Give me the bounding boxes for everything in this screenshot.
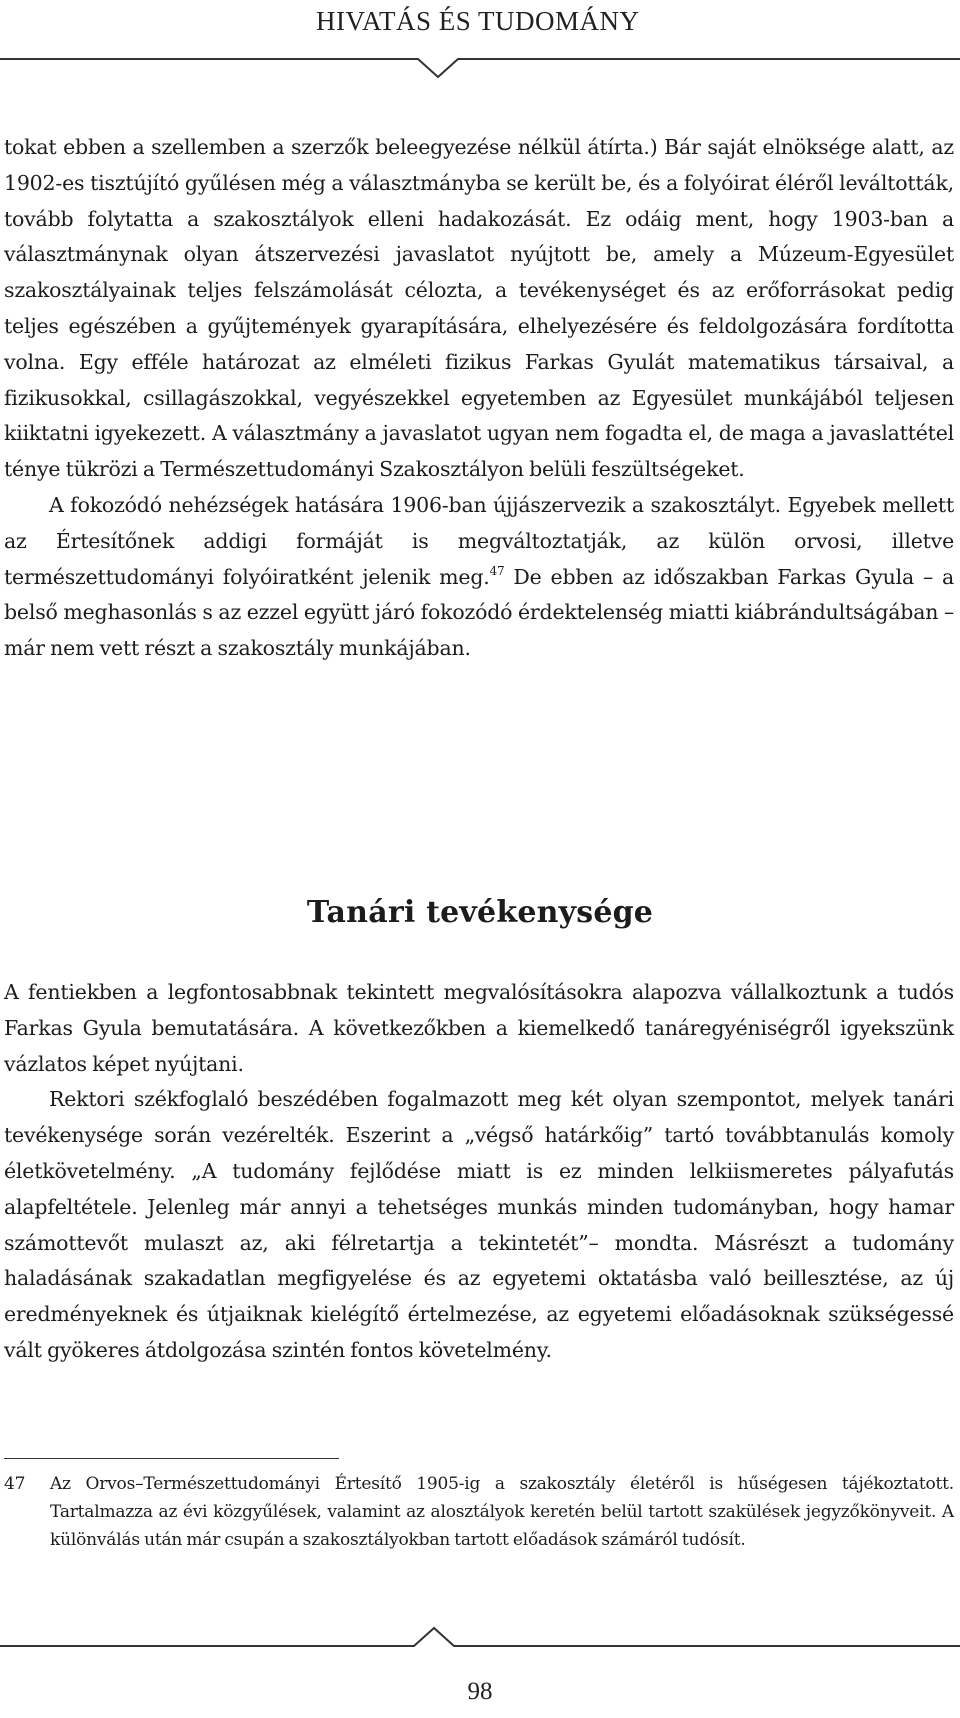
paragraph-text: A fokozódó nehézségek hatására 1906-ban újjászervezik a szakosztályt. Egyebek mellett az Értesítőnek addigi formáját is megváltoztatják, az külön orvosi, illetve természettudományi folyóiratként jelenik meg. <box>4 492 954 589</box>
footer-rule <box>0 1625 960 1649</box>
paragraph: A fentiekben a legfontosabbnak tekintett megvalósításokra alapozva vállalkoztunk a tudós Farkas Gyula bemutatására. A következőkben a kiemelkedő tanáregyéniségről igyekszünk vázlatos képet nyújtani. <box>4 980 954 1076</box>
header-rule <box>0 58 960 82</box>
paragraph: tokat ebben a szellemben a szerzők beleegyezése nélkül átírta.) Bár saját elnöksége alatt, az 1902-es tisztújító gyűlésen még a választmányba se került be, és a folyóirat éléről leváltották, tovább folytatta a szakosztályok elleni hadakozását. Ez odáig ment, hogy 1903-ban a választmánynak olyan átszervezési javaslatot nyújtott be, amely a Múzeum-Egyesület szakosztályainak teljes felszámolását célozta, a tevékenységet és az erőforrásokat pedig teljes egészében a gyűjtemények gyarapítására, elhelyezésére és feldolgozására fordította volna. Egy efféle határozat az elméleti fizikus Farkas Gyulát matematikus társaival, a fizikusokkal, csillagászokkal, vegyészekkel egyetemben az Egyesület munkájából teljesen kiiktatni igyekezett. A választmány a javaslatot ugyan nem fogadta el, de maga a javaslattétel ténye tükrözi a Természettudományi Szakosztályon belüli feszültségeket. <box>4 135 954 482</box>
paragraph <box>4 488 954 667</box>
footnote-text: Az Orvos–Természettudományi Értesítő 1905-ig a szakosztály életéről is hűségesen tájékoztatott. Tartalmazza az évi közgyűlések, valamint az alosztályok keretén belül tartott szakülések jegyzőkönyveit. A különválás után már csupán a szakosztályokban tartott előadások számáról tudósít. <box>50 1474 954 1550</box>
footnote <box>4 1470 954 1554</box>
running-header-title: HIVATÁS ÉS TUDOMÁNY <box>316 6 640 36</box>
paragraph: Rektori székfoglaló beszédében fogalmazott meg két olyan szempontot, melyek tanári tevékenysége során vezérelték. Eszerint a „végső határkőig” tartó továbbtanulás komoly életkövetelmény. „A tudomány fejlődése miatt is ez minden lelkiismeretes pályafutás alapfeltétele. Jelenleg már annyi a tehetséges munkás minden tudományban, hogy hamar számottevőt mulaszt az, aki félretartja a tekintetét”– mondta. Másrészt a tudomány haladásának szakadatlan megfigyelése és az egyetemi oktatásba való beillesztése, az új eredményeknek és útjaiknak kielégítő értelmezése, az egyetemi előadásoknak szükségessé vált gyökeres átdolgozása szintén fontos követelmény. <box>4 1087 954 1362</box>
footnote-separator <box>4 1458 339 1459</box>
paragraph-text: De ebben az időszakban Farkas Gyula – a belső meghasonlás s az ezzel együtt járó fokozódó érdektelenség miatti kiábrándultságában – már nem vett részt a szakosztály munkájában. <box>4 564 954 661</box>
body-text-section <box>4 975 954 1369</box>
section-heading: Tanári tevékenysége <box>306 895 654 930</box>
running-header <box>0 0 960 90</box>
body-text-top <box>4 130 954 667</box>
page-number: 98 <box>467 1678 493 1705</box>
footnote-reference[interactable]: 47 <box>489 563 505 578</box>
footnote-number: 47 <box>4 1474 26 1494</box>
